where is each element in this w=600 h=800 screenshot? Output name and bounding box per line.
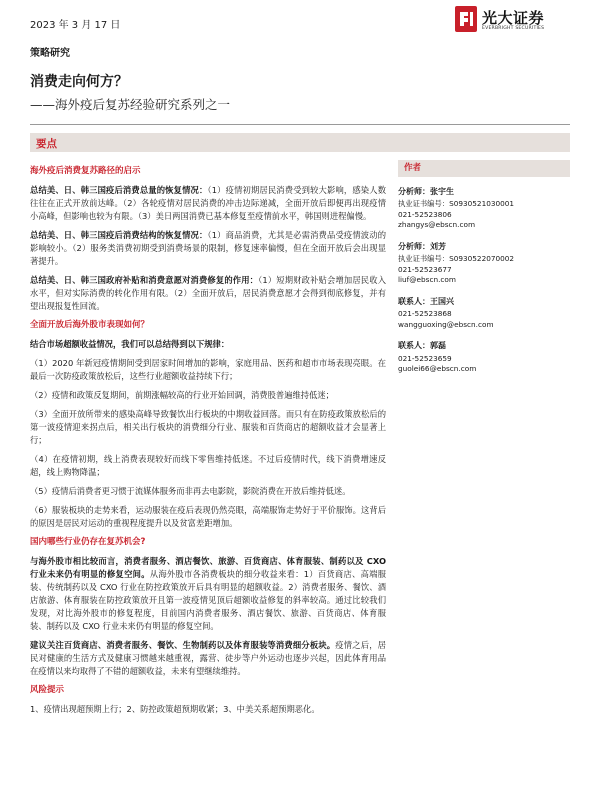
- brand-name-en: EVERBRIGHT SECURITIES: [482, 26, 545, 31]
- section-title-overseas-market: 全面开放后海外股市表现如何？: [30, 320, 150, 330]
- contact-phone: 021-52523659: [398, 353, 452, 363]
- list-item: （5）疫情后消费者更习惯于流媒体服务而非再去电影院，影院消费在开放后维持低迷。: [30, 486, 351, 496]
- paragraph-lead: 与海外股市相比较而言，消费者服务、酒店餐饮、旅游、百货商店、体育服装、制药以及 CXO 行业未来仍有明显的修复空间。: [30, 556, 386, 579]
- author-sidebar: [398, 160, 570, 386]
- paragraph-text: 疫情之后，居民对健康的生活方式及健康习惯越来越重视，露营、徒步等户外运动也逐步兴起，因此体育用品在疫情以来均取得了不错的超额收益，未来有望继续维持。: [30, 640, 386, 676]
- title-divider: [30, 124, 570, 125]
- analyst-phone: 021-52523677: [398, 264, 452, 274]
- analyst-card: [398, 242, 570, 286]
- summary-label: 要点: [36, 138, 57, 150]
- list-item: （3）全面开放所带来的感染高峰导致餐饮出行板块的中期收益回落。而只有在防疫政策放松后的第一波疫情迎来拐点后，相关出行板块的消费细分行业、服装和百货商店的超额收益才会显著上行；: [30, 409, 386, 445]
- brand-name: 光大证券: [482, 9, 545, 27]
- contact-email[interactable]: wangguoxing@ebscn.com: [398, 319, 494, 329]
- contact-email[interactable]: guolei66@ebscn.com: [398, 364, 477, 373]
- contact-phone: 021-52523868: [398, 309, 452, 318]
- paragraph-text: 从海外股市各消费板块的细分收益来看：1）百货商店、高端服装、传统制药以及 CXO 行业在防控政策放开后具有明显的超额收益。2）消费者服务、餐饮、酒店旅游、体育服装在防控政策放开且第一波疫情见顶后超额收益修复的斜率较高。通过比较我们发现，对比海外股市的修复程度，目前国内消费者服务、酒店餐饮、旅游、百货商店、体育服装、制药以及 CXO 行业未来仍有明显的修复空间。: [30, 569, 386, 631]
- analyst-name: 分析师：张宇生: [398, 186, 454, 196]
- contact-name: 联系人：郭磊: [398, 341, 446, 350]
- analyst-email[interactable]: liuf@ebscn.com: [398, 275, 457, 284]
- summary-banner: [30, 133, 570, 152]
- paragraph-consumption-total: [30, 184, 386, 223]
- contact-card: [398, 341, 570, 375]
- main-content: [30, 165, 386, 722]
- analyst-phone: 021-52523806: [398, 209, 452, 219]
- report-date: 2023 年 3 月 17 日: [30, 20, 121, 31]
- paragraph-text: （1）短期财政补贴会增加居民收入水平，但对实际消费的转化作用有限。（2）全面开放后，居民消费意愿才会得到彻底修复，并有望出现报复性回流。: [30, 275, 386, 311]
- paragraph-market-lead: 结合市场超额收益情况，我们可以总结得到以下规律：: [30, 339, 230, 349]
- section-title-risk: 风险提示: [30, 685, 65, 695]
- paragraph-recommendation: [30, 639, 386, 678]
- analyst-email[interactable]: zhangys@ebscn.com: [398, 220, 476, 229]
- risk-text: 1、疫情出现超预期上行；2、防控政策超预期收紧；3、中美关系超预期恶化。: [30, 704, 320, 714]
- analyst-cert: 执业证书编号：S0930522070002: [398, 254, 515, 263]
- everbright-logo-icon: [455, 6, 477, 32]
- list-item: （6）服装板块的走势来看，运动服装在疫后表现仍然亮眼，高端服饰走势好于平价服饰。这背后的原因是居民对运动的重视程度提升以及贫富差距增加。: [30, 505, 386, 528]
- paragraph-lead: 建议关注百货商店、消费者服务、餐饮、生物制药以及体育服装等消费细分板块。: [30, 640, 336, 650]
- list-item: （4）在疫情初期，线上消费表现较好而线下零售维持低迷。不过后疫情时代，线下消费增速反超，线上购物降温；: [30, 454, 386, 477]
- paragraph-subsidy-effect: [30, 274, 386, 313]
- analyst-cert: 执业证书编号：S0930521030001: [398, 199, 515, 208]
- paragraph-recovery-room: [30, 555, 386, 633]
- report-title: 消费走向何方？: [30, 74, 128, 90]
- section-title-overseas-path: 海外疫后消费复苏路径的启示: [30, 166, 141, 176]
- contact-name: 联系人：王国兴: [398, 296, 454, 306]
- paragraph-consumption-structure: [30, 229, 386, 268]
- paragraph-text: （1）疫情初期居民消费受到较大影响，感染人数往往在正式开放前达峰。（2）各轮疫情对居民消费的冲击边际递减，全面开放后即便再出现疫情小高峰，但影响也较为有限。（3）美日两国消费已基本修复至疫情前水平，韩国则进程偏慢。: [30, 185, 386, 221]
- analyst-card: [398, 187, 570, 231]
- document-type: 策略研究: [30, 48, 70, 59]
- report-subtitle: ——海外疫后复苏经验研究系列之一: [30, 97, 231, 112]
- paragraph-lead: 总结美、日、韩三国政府补贴和消费意愿对消费修复的作用：: [30, 275, 259, 285]
- analyst-name: 分析师：刘芳: [398, 241, 446, 251]
- sidebar-heading: 作者: [398, 160, 570, 177]
- paragraph-lead: 总结美、日、韩三国疫后消费结构的恢复情况：: [30, 230, 208, 240]
- paragraph-text: （1）商品消费，尤其是必需消费品受疫情波动的影响较小。（2）服务类消费初期受到消费场景的限制，修复速率偏慢，但在全面开放后会出现显著提升。: [30, 230, 386, 266]
- list-item: （1）2020 年新冠疫情期间受到居家时间增加的影响，家庭用品、医药和超市市场表现亮眼。在最后一次防疫政策放松后，这些行业超额收益持续下行；: [30, 358, 386, 381]
- section-title-domestic-opportunity: 国内哪些行业仍存在复苏机会?: [30, 537, 146, 547]
- paragraph-lead: 总结美、日、韩三国疫后消费总量的恢复情况：: [30, 185, 208, 195]
- list-item: （2）疫情和政策反复期间，前期涨幅较高的行业开始回调，消费股普遍维持低迷；: [30, 390, 334, 400]
- contact-card: [398, 297, 570, 331]
